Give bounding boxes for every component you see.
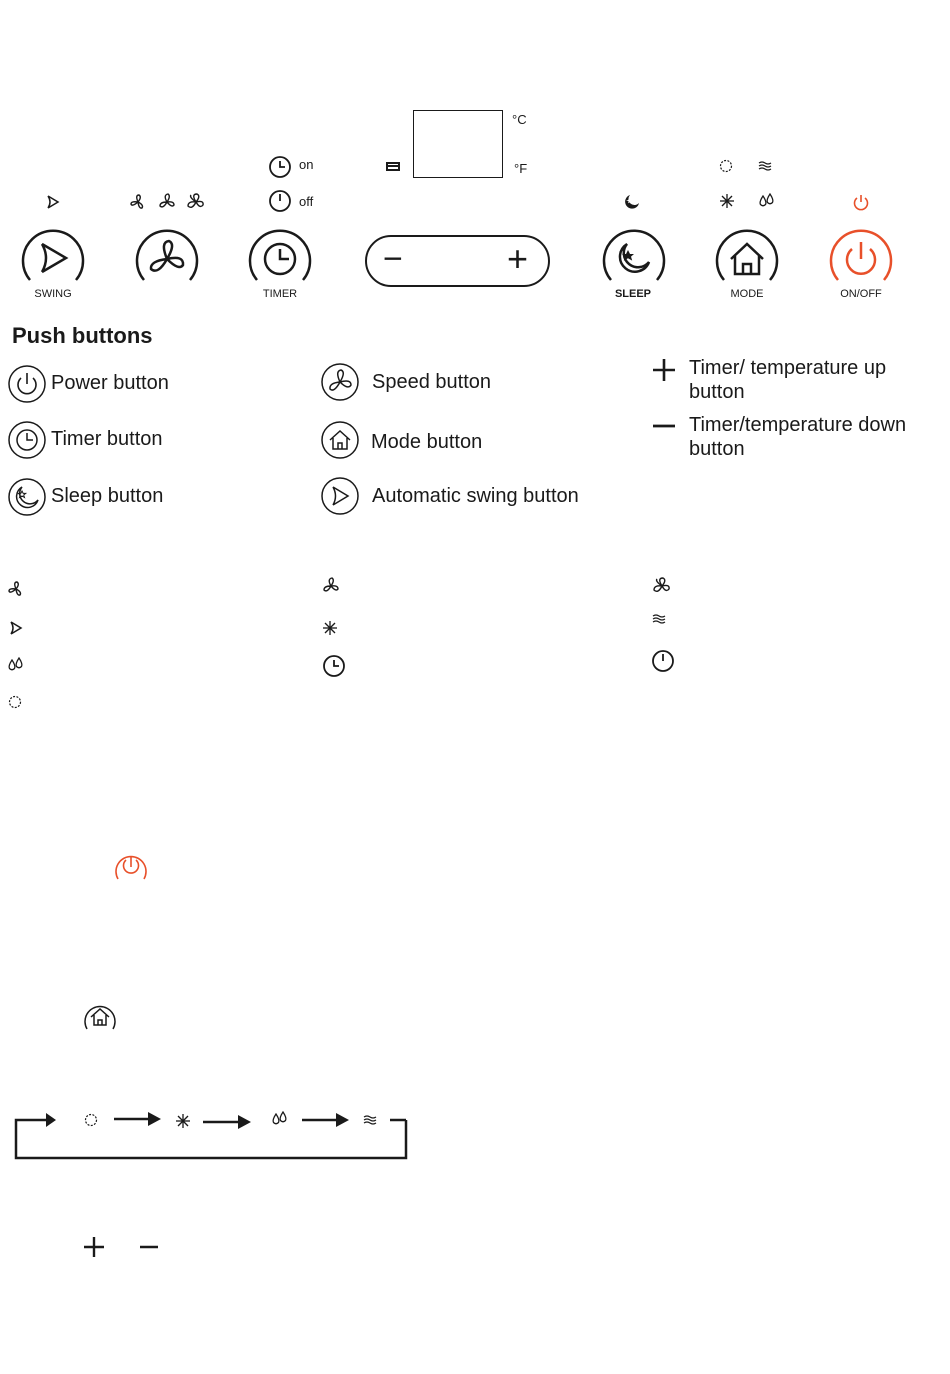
timer-on-indicator-icon <box>268 155 292 179</box>
down-legend-line1: Timer/temperature down <box>689 414 907 436</box>
swing-icon <box>20 228 86 284</box>
fan-high-indicator-icon <box>187 193 205 211</box>
fan-high-grid-icon <box>653 577 671 595</box>
speed-legend-icon <box>320 362 360 402</box>
swing-legend-label: Automatic swing button <box>372 485 579 507</box>
plus-legend-icon <box>652 358 676 382</box>
mode-button[interactable] <box>714 228 780 284</box>
down-legend-line2: button <box>689 438 745 460</box>
waves-cycle-icon <box>364 1116 376 1124</box>
temperature-display <box>413 110 503 178</box>
sleep-indicator-icon <box>624 192 642 210</box>
timer-grid-icon <box>322 654 346 678</box>
timer-button[interactable] <box>247 228 313 284</box>
speed-legend-label: Speed button <box>372 371 491 393</box>
power-legend-label: Power button <box>51 372 169 394</box>
minus-instruction-icon <box>139 1245 159 1249</box>
swing-button[interactable] <box>20 228 86 284</box>
circle-auto-cycle-icon <box>86 1115 97 1126</box>
swing-grid-icon <box>7 619 25 637</box>
drops-cycle-icon <box>273 1112 286 1124</box>
fan-mid-grid-icon <box>322 577 340 595</box>
circle-auto-grid-icon <box>8 695 22 709</box>
plus-instruction-icon <box>83 1236 105 1258</box>
push-buttons-title: Push buttons <box>12 323 153 348</box>
minus-button[interactable]: − <box>383 240 403 278</box>
power-indicator-icon <box>852 193 870 211</box>
power-button[interactable] <box>828 228 894 284</box>
fan-icon <box>134 228 200 284</box>
speed-button[interactable] <box>134 228 200 284</box>
swing-indicator-icon <box>44 193 62 211</box>
fan-low-indicator-icon <box>129 193 147 211</box>
swing-label: SWING <box>34 288 72 300</box>
mode-instruction-icon <box>83 1001 117 1031</box>
sleep-button[interactable] <box>601 228 667 284</box>
timer-legend-label: Timer button <box>51 428 163 450</box>
snowflake-indicator-icon <box>719 193 735 209</box>
drops-indicator-icon <box>758 193 776 209</box>
fan-low-grid-icon <box>7 580 25 598</box>
timer-legend-icon <box>7 420 47 460</box>
sleep-legend-icon <box>7 477 47 517</box>
mode-legend-icon <box>320 420 360 460</box>
mode-legend-label: Mode button <box>371 431 483 453</box>
circle-auto-indicator-icon <box>719 159 733 173</box>
up-legend-line1: Timer/ temperature up <box>689 357 887 379</box>
power-legend-icon <box>7 364 47 404</box>
timer-icon <box>247 228 313 284</box>
unit-fahrenheit: °F <box>514 161 528 176</box>
unit-celsius: °C <box>512 112 527 127</box>
snowflake-cycle-icon <box>176 1114 190 1128</box>
mode-label: MODE <box>730 288 764 300</box>
fan-mid-indicator-icon <box>158 193 176 211</box>
minus-legend-icon <box>652 424 676 428</box>
mode-icon <box>714 228 780 284</box>
power-icon <box>828 228 894 284</box>
drops-grid-icon <box>7 657 25 673</box>
sleep-label: SLEEP <box>614 288 652 300</box>
up-legend-line2: button <box>689 381 745 403</box>
timer-label: TIMER <box>262 288 298 300</box>
timer-off-indicator-icon <box>268 189 292 213</box>
plus-button[interactable]: + <box>507 238 529 279</box>
snowflake-grid-icon <box>322 620 338 636</box>
tank-full-icon <box>386 161 400 171</box>
onoff-label: ON/OFF <box>840 288 882 300</box>
mode-cycle-diagram <box>12 1108 410 1164</box>
plus-minus-rocker <box>365 235 550 287</box>
timer-off-label: off <box>299 194 314 209</box>
waves-indicator-icon <box>758 160 772 172</box>
sleep-icon <box>601 228 667 284</box>
waves-grid-icon <box>652 613 666 625</box>
power-instruction-icon <box>114 851 148 881</box>
sleep-legend-label: Sleep button <box>51 485 164 507</box>
power-grid-icon <box>651 649 675 673</box>
timer-on-label: on <box>299 157 314 172</box>
swing-legend-icon <box>320 476 360 516</box>
